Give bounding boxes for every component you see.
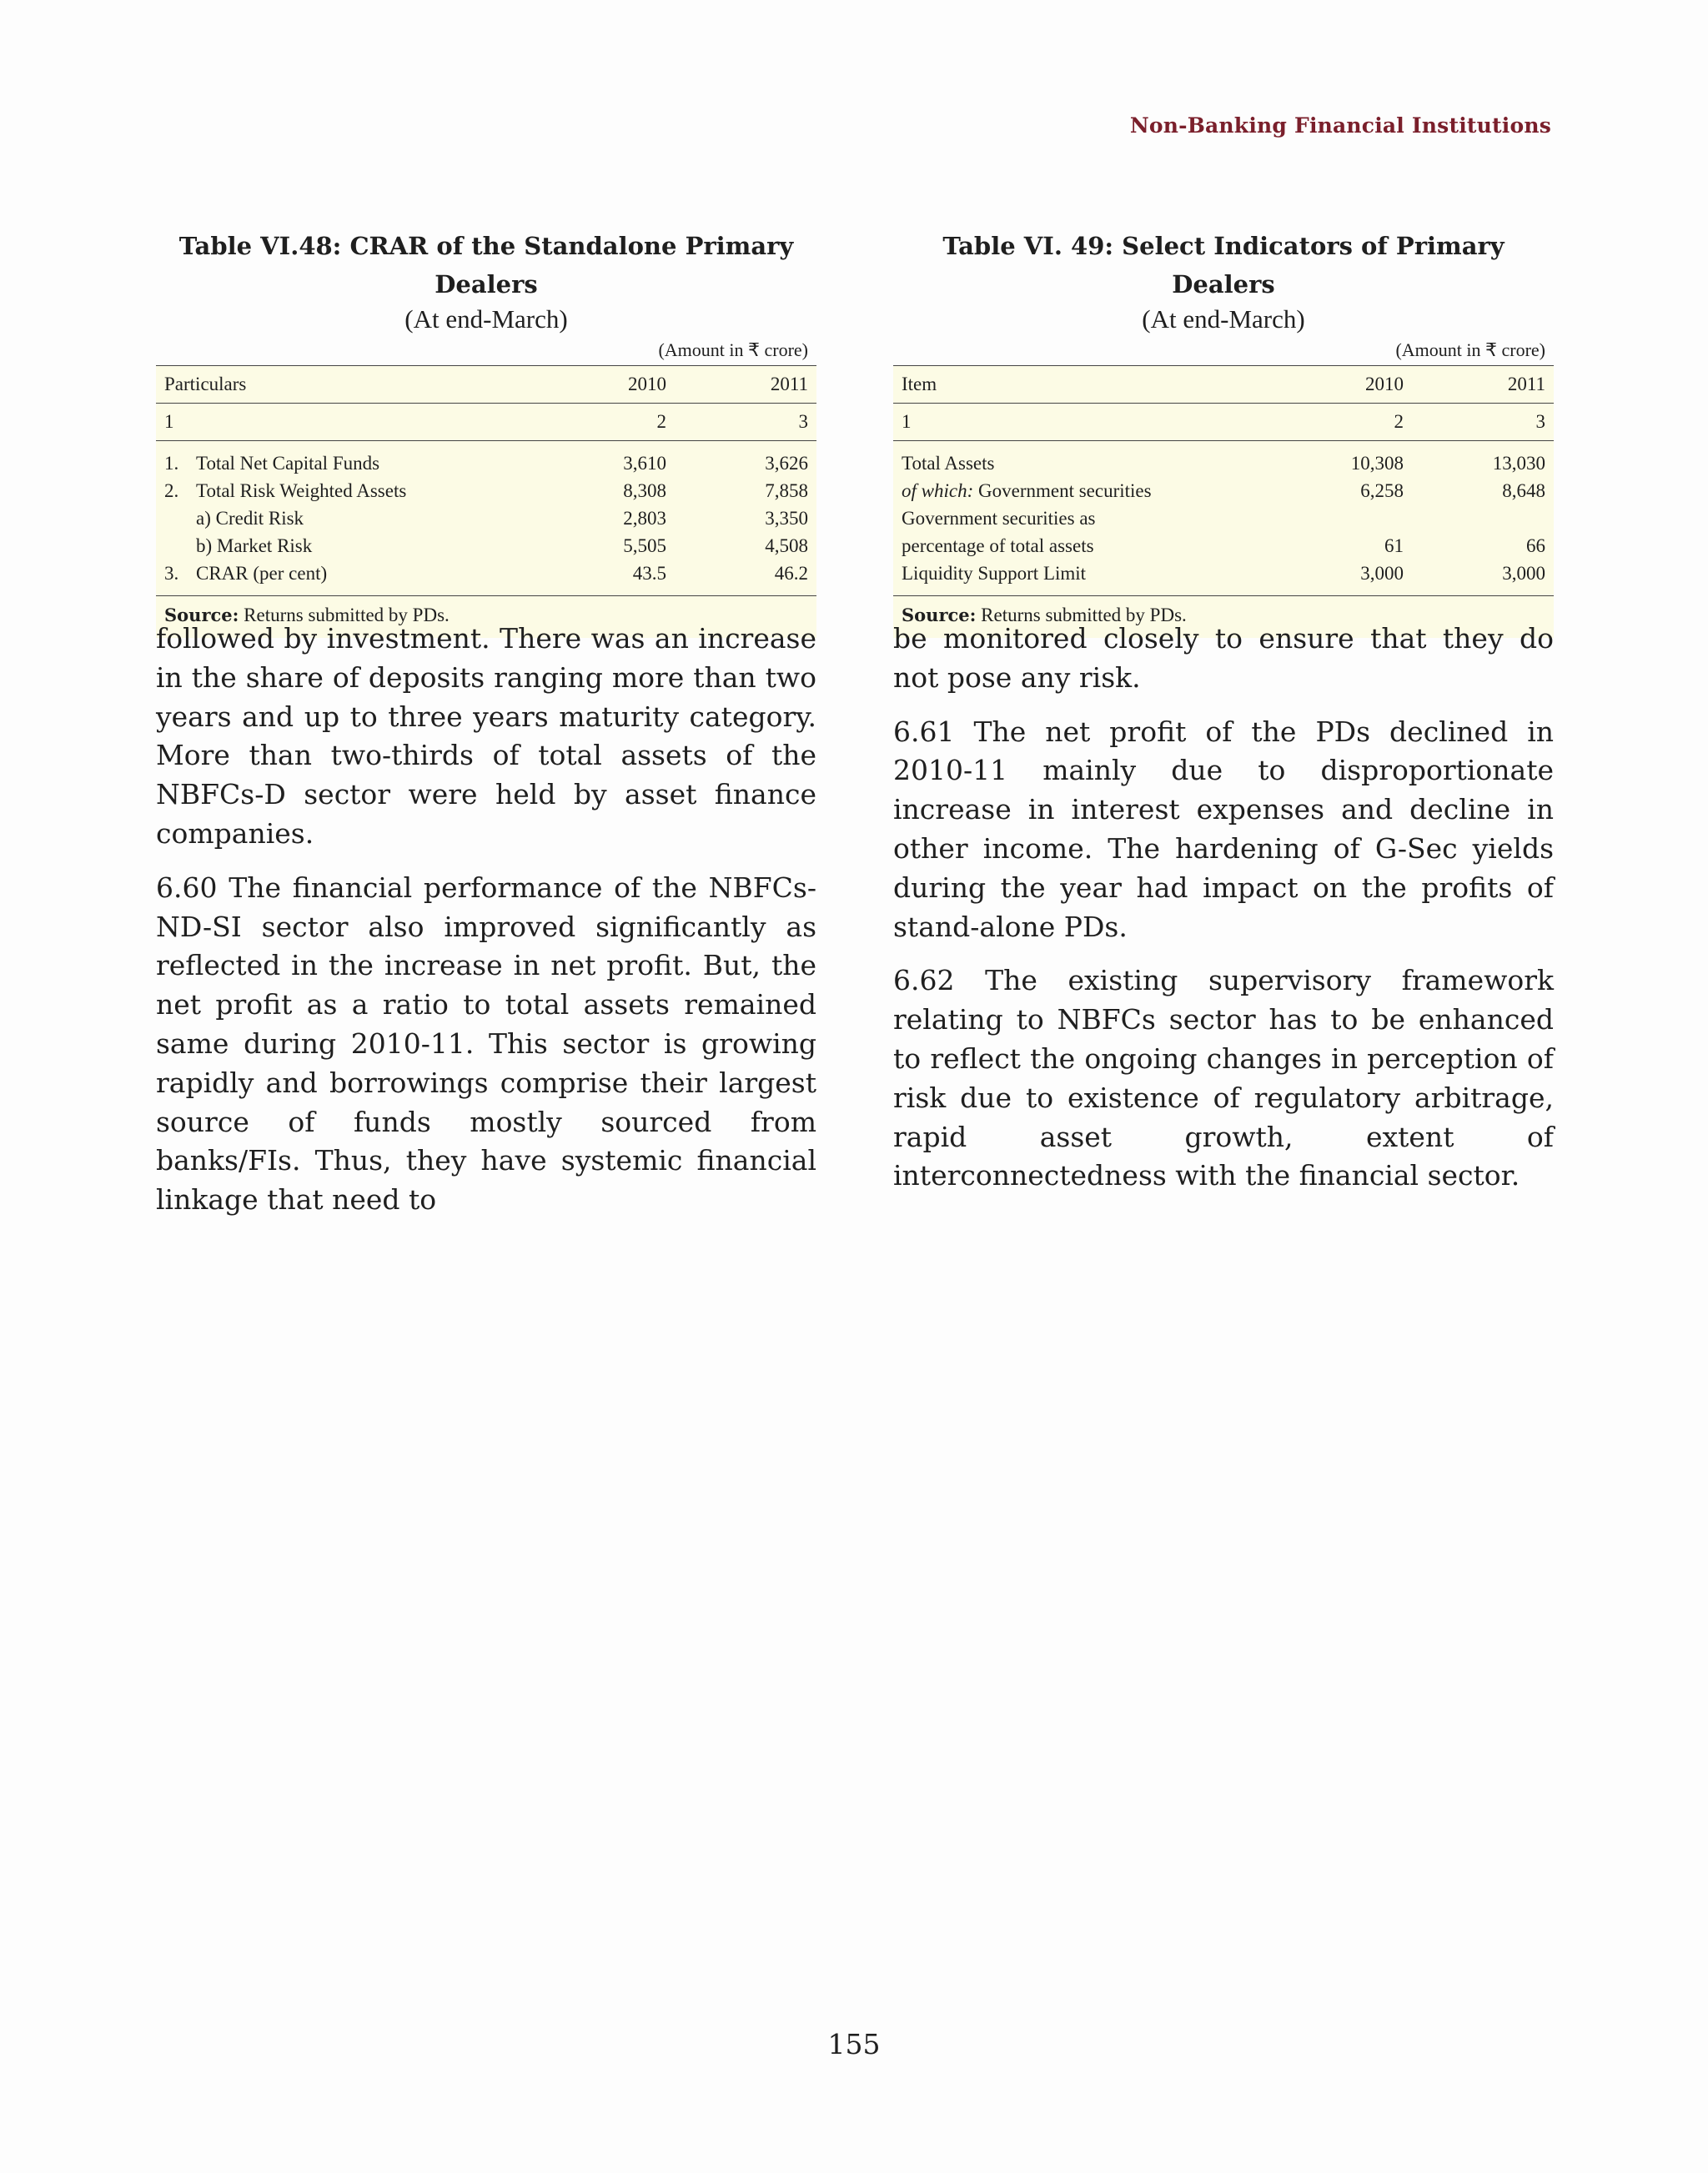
column-header: Item [893, 366, 1270, 404]
value-cell: 13,030 [1492, 452, 1545, 474]
value-cell: 61 [1384, 534, 1404, 556]
value-cell: 6,258 [1360, 479, 1404, 501]
table-49-unit: (Amount in ₹ crore) [1395, 339, 1545, 360]
row-label: a) Credit Risk [196, 507, 304, 529]
value-cell: 3,000 [1360, 562, 1404, 584]
body-text-left [156, 620, 816, 1220]
table-row [893, 504, 1554, 532]
table-row [893, 477, 1554, 504]
paragraph: followed by investment. There was an increase in the share of deposits ranging more than two years and up to three years maturity category. More than two-thirds of total assets of the NBFCs-D sector were held by asset finance companies. [156, 622, 816, 850]
table-49-box [893, 365, 1554, 638]
row-label: Government securities as [902, 507, 1096, 529]
value-cell: 8,648 [1502, 479, 1545, 501]
table-49-block [893, 227, 1554, 638]
row-label: percentage of total assets [902, 534, 1094, 556]
running-header: Non-Banking Financial Institutions [1129, 113, 1551, 138]
value-cell: 3,626 [765, 452, 808, 474]
column-header: 2011 [675, 366, 816, 404]
column-header: 2010 [1270, 366, 1412, 404]
value-cell: 3,350 [765, 507, 808, 529]
value-cell: 43.5 [632, 562, 666, 584]
index-cell: 1 [893, 404, 1270, 441]
row-label: Liquidity Support Limit [902, 562, 1087, 584]
value-cell: 46.2 [774, 562, 808, 584]
source-text: Returns submitted by PDs. [239, 605, 450, 625]
row-number: 3. [164, 562, 179, 584]
column-header: 2010 [533, 366, 675, 404]
source-label: Source: [902, 605, 977, 625]
index-cell: 2 [533, 404, 675, 441]
source-text: Returns submitted by PDs. [976, 605, 1187, 625]
table-49 [893, 365, 1554, 595]
value-cell: 8,308 [623, 479, 666, 501]
paragraph: 6.61 The net profit of the PDs declined in 2010-11 mainly due to disproportionate increase in interest expenses and decline in other income. The hardening of G-Sec yields during the year had impact on the profits of stand-alone PDs. [893, 715, 1554, 943]
table-49-subtitle: (At end-March) [1142, 304, 1305, 334]
table-header-row [156, 366, 816, 404]
index-cell: 2 [1270, 404, 1412, 441]
table-48-subtitle: (At end-March) [404, 304, 568, 334]
value-cell: 66 [1526, 534, 1545, 556]
table-row [156, 504, 816, 532]
table-48-box [156, 365, 816, 638]
value-cell: 4,508 [765, 534, 808, 556]
table-row [156, 560, 816, 595]
table-row [893, 560, 1554, 595]
table-index-row [156, 404, 816, 441]
row-label: Total Assets [902, 452, 995, 474]
value-cell: 7,858 [765, 479, 808, 501]
index-cell: 3 [675, 404, 816, 441]
table-48-block [156, 227, 816, 638]
column-header: 2011 [1412, 366, 1554, 404]
value-cell [1270, 504, 1412, 532]
table-49-title: Table VI. 49: Select Indicators of Primary Dealers [942, 232, 1505, 299]
value-cell: 3,610 [623, 452, 666, 474]
value-cell: 2,803 [623, 507, 666, 529]
row-number: 1. [164, 452, 179, 474]
value-cell: 5,505 [623, 534, 666, 556]
table-row [156, 532, 816, 560]
source-label: Source: [164, 605, 239, 625]
table-48-unit: (Amount in ₹ crore) [658, 339, 808, 360]
table-48-title: Table VI.48: CRAR of the Standalone Primary Dealers [178, 232, 794, 299]
table-48 [156, 365, 816, 595]
table-header-row [893, 366, 1554, 404]
row-label-italic: of which: [902, 479, 974, 501]
column-header: Particulars [156, 366, 533, 404]
body-text-right [893, 620, 1554, 1196]
row-label: Total Risk Weighted Assets [196, 479, 407, 501]
table-index-row [893, 404, 1554, 441]
row-label: Government securities [973, 479, 1152, 501]
value-cell [1412, 504, 1554, 532]
paragraph: 6.62 The existing supervisory framework relating to NBFCs sector has to be enhanced to reflect the ongoing changes in perception of risk due to existence of regulatory arbitrage, rapid asset growth, extent of interconnectedness with the financial sector. [893, 964, 1554, 1192]
row-label: b) Market Risk [196, 534, 313, 556]
page-number: 155 [827, 2028, 881, 2060]
row-label: Total Net Capital Funds [196, 452, 380, 474]
paragraph: 6.60 The financial performance of the NBFCs-ND-SI sector also improved significantly as reflected in the increase in net profit. But, the net profit as a ratio to total assets remained same during 2010-11. This sector is growing rapidly and borrowings comprise their largest source of funds mostly sourced from banks/FIs. Thus, they have systemic financial linkage that need to [156, 871, 816, 1217]
table-row [893, 441, 1554, 478]
table-row [893, 532, 1554, 560]
value-cell: 3,000 [1502, 562, 1545, 584]
table-row [156, 477, 816, 504]
row-label: CRAR (per cent) [196, 562, 328, 584]
index-cell: 1 [156, 404, 533, 441]
index-cell: 3 [1412, 404, 1554, 441]
row-number: 2. [164, 479, 179, 501]
table-row [156, 441, 816, 478]
value-cell: 10,308 [1350, 452, 1404, 474]
paragraph: be monitored closely to ensure that they do not pose any risk. [893, 622, 1554, 694]
